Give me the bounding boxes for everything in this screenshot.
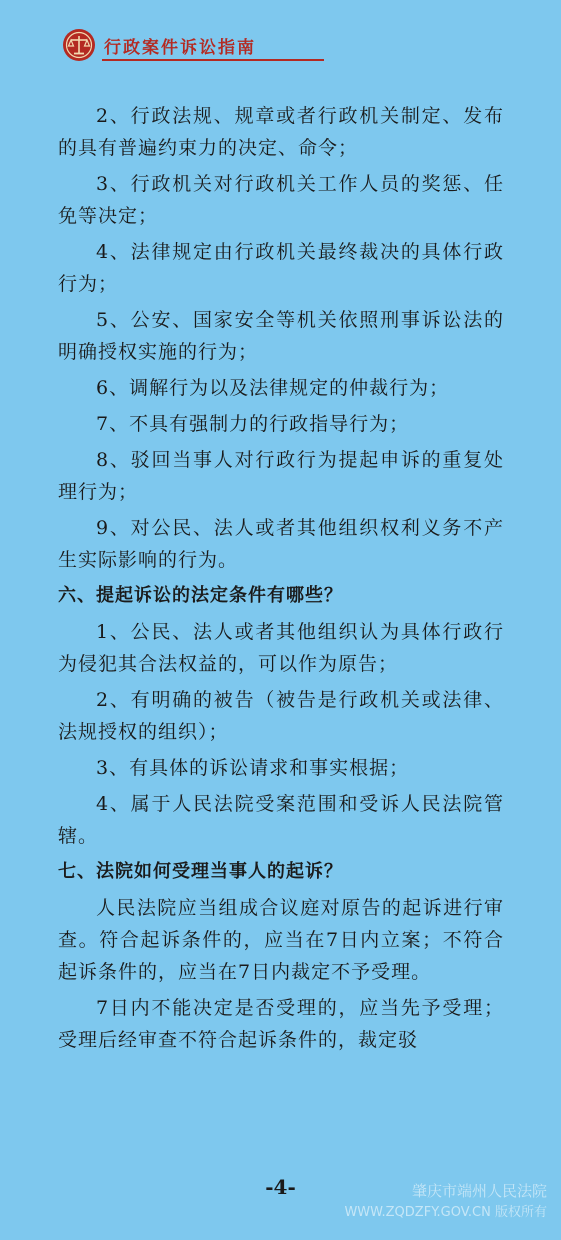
list-item: 3、有具体的诉讼请求和事实根据； [96,757,410,779]
header-title: 行政案件诉讼指南 [104,38,256,58]
list-item: 9、对公民、法人或者其他组织权利义务不产生实际影响的行为。 [58,517,504,571]
header-divider [102,59,324,61]
document-header [62,28,272,64]
section-heading: 七、法院如何受理当事人的起诉？ [58,861,343,882]
watermark-url: WWW.ZQDZFY.GOV.CN 版权所有 [344,1205,547,1220]
list-item: 4、属于人民法院受案范围和受诉人民法院管辖。 [58,793,504,847]
list-item: 2、有明确的被告（被告是行政机关或法律、法规授权的组织）； [58,689,504,743]
list-item: 3、行政机关对行政机关工作人员的奖惩、任免等决定； [58,173,504,227]
body-paragraph: 人民法院应当组成合议庭对原告的起诉进行审查。符合起诉条件的，应当在7日内立案；不符合起诉条件的，应当在7日内裁定不予受理。 [58,897,504,983]
list-item: 2、行政法规、规章或者行政机关制定、发布的具有普遍约束力的决定、命令； [58,105,504,159]
list-item: 4、法律规定由行政机关最终裁决的具体行政行为； [58,241,504,295]
list-item: 5、公安、国家安全等机关依照刑事诉讼法的明确授权实施的行为； [58,309,504,363]
section-heading: 六、提起诉讼的法定条件有哪些？ [58,585,343,606]
list-item: 7、不具有强制力的行政指导行为； [96,413,410,435]
body-paragraph: 7日内不能决定是否受理的，应当先予受理；受理后经审查不符合起诉条件的，裁定驳 [58,997,504,1051]
page-number: -4- [265,1175,296,1199]
list-item: 8、驳回当事人对行政行为提起申诉的重复处理行为； [58,449,504,503]
court-emblem-icon [62,28,96,62]
watermark [344,1180,547,1224]
watermark-court-name: 肇庆市端州人民法院 [411,1182,547,1200]
list-item: 1、公民、法人或者其他组织认为具体行政行为侵犯其合法权益的，可以作为原告； [58,621,504,675]
list-item: 6、调解行为以及法律规定的仲裁行为； [96,377,450,399]
document-body [58,100,504,1060]
